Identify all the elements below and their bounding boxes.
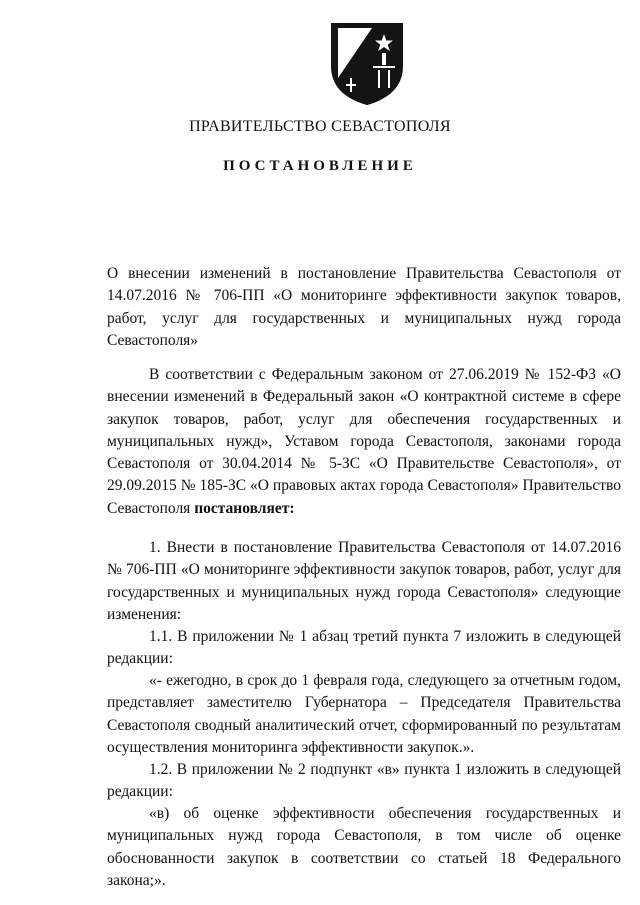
organization-name: ПРАВИТЕЛЬСТВО СЕВАСТОПОЛЯ (189, 118, 451, 135)
preamble-paragraph (107, 364, 621, 520)
item-1-1-quote: «- ежегодно, в срок до 1 февраля года, следующего за отчетным годом, представляет заместителю Губернатора – Председателя Правительства Севастополя сводный аналитический отчет, сформированный по результатам осуществления мониторинга эффективности закупок.». (107, 672, 621, 756)
item-1-2: 1.2. В приложении № 2 подпункт «в» пункта 1 изложить в следующей редакции: (107, 761, 621, 801)
sevastopol-coat-of-arms (328, 20, 406, 106)
item-1-1: 1.1. В приложении № 1 абзац третий пункта 7 изложить в следующей редакции: (107, 628, 621, 668)
item-1-2-quote: «в) об оценке эффективности обеспечения государственных и муниципальных нужд города Севастополя, в том числе об оценке обоснованности закупок в соответствии со статьей 18 Федерального закона;». (107, 805, 621, 889)
decree-word: постановляет: (194, 499, 295, 517)
document-subject: О внесении изменений в постановление Правительства Севастополя от 14.07.2016 № 706-ПП «О мониторинге эффективности закупок товаров, работ, услуг для государственных и муниципальных нужд города Севастополя» (107, 265, 621, 349)
item-1: 1. Внести в постановление Правительства Севастополя от 14.07.2016 № 706-ПП «О мониторинге эффективности закупок товаров, работ, услуг для государственных и муниципальных нужд города Севастополя» следующие изменения: (107, 539, 621, 623)
preamble-text: В соответствии с Федеральным законом от 27.06.2019 № 152-ФЗ «О внесении изменений в Федеральный закон «О контрактной системе в сфере закупок товаров, работ, услуг для обеспечения государственных и муниципальных нужд», Уставом города Севастополя, законами города Севастополя от 30.04.2014 № 5-ЗС «О Правительстве Севастополя», от 29.09.2015 № 185-ЗС «О правовых актах города Севастополя» Правительство Севастополя (107, 366, 621, 517)
document-type: ПОСТАНОВЛЕНИЕ (223, 158, 417, 174)
